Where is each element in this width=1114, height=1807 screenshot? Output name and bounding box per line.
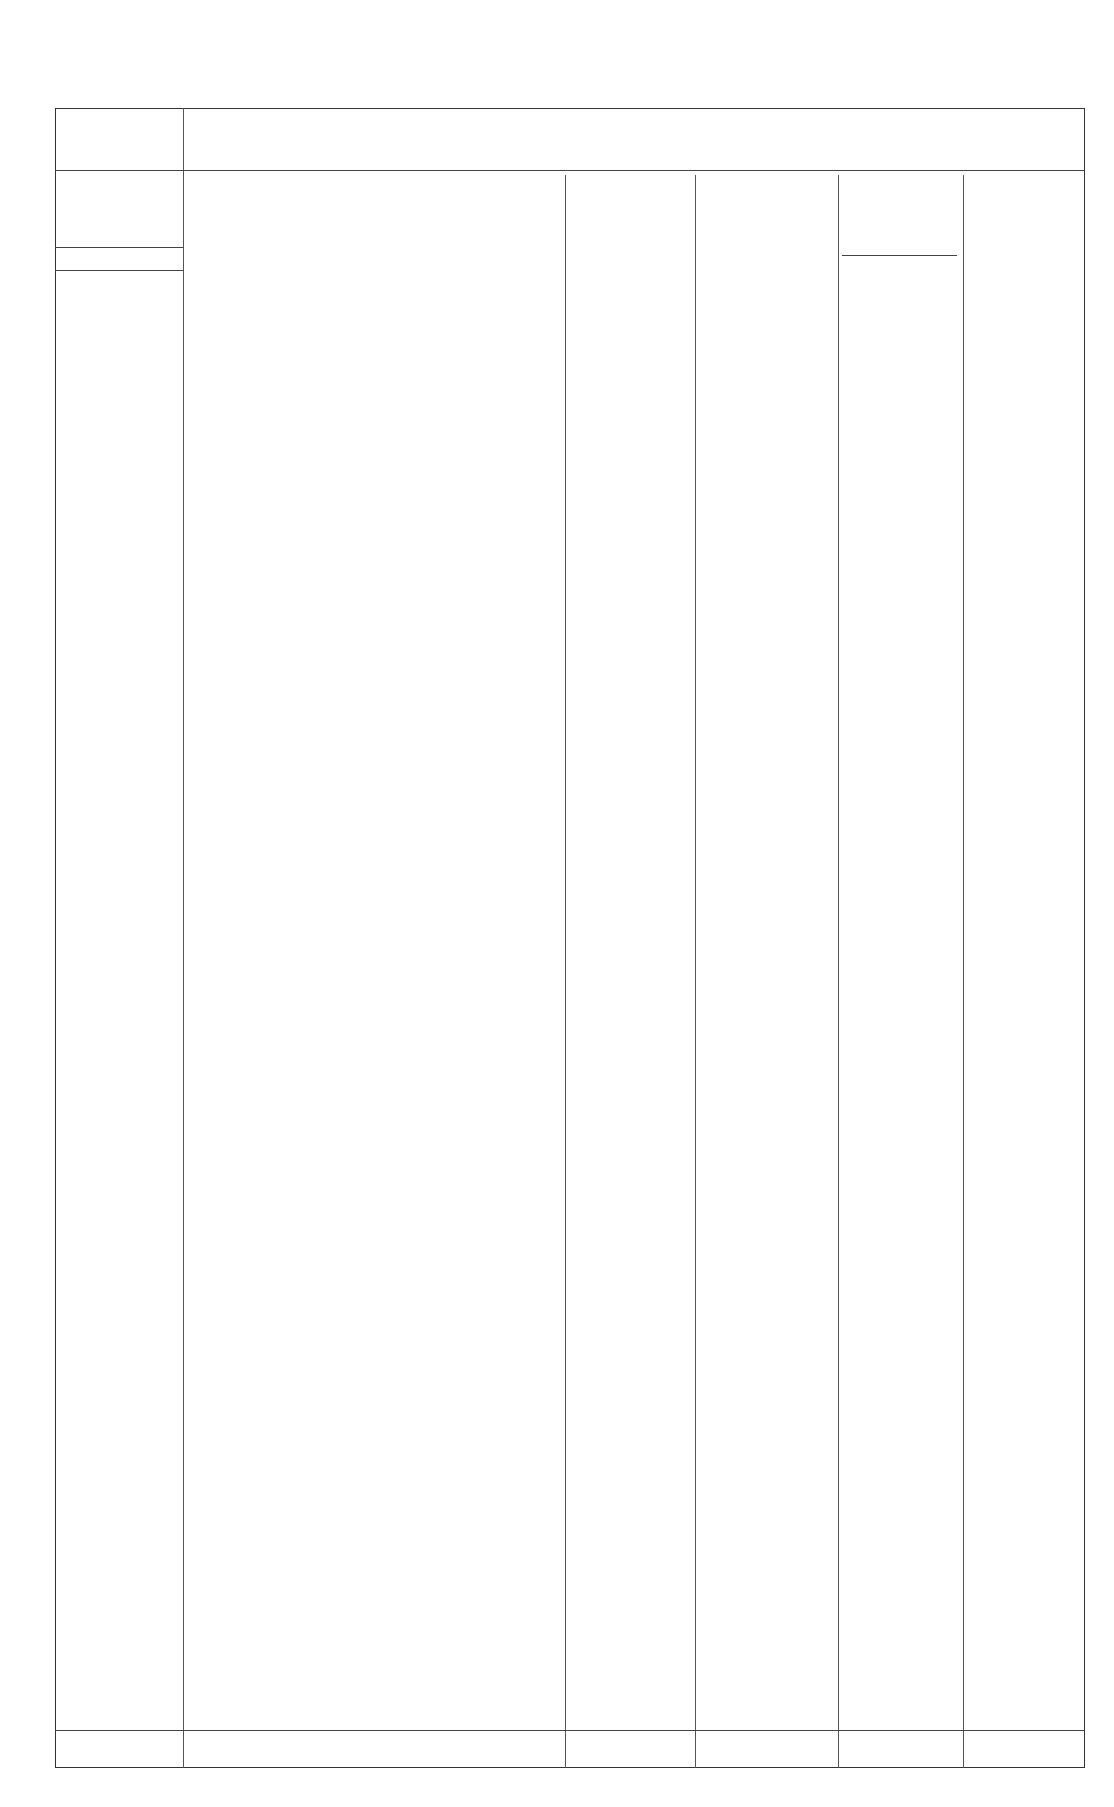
column-divider <box>183 108 184 1768</box>
footer-rule <box>55 1730 1085 1731</box>
subtotal-rule <box>842 255 957 256</box>
subtotal-rule <box>55 270 183 271</box>
column-divider <box>838 175 839 1768</box>
column-divider <box>565 175 566 1768</box>
column-divider <box>695 175 696 1768</box>
column-divider <box>963 175 964 1768</box>
header-rule <box>55 170 1085 171</box>
expenditure-table <box>55 108 1085 1768</box>
subtotal-rule <box>55 247 183 248</box>
